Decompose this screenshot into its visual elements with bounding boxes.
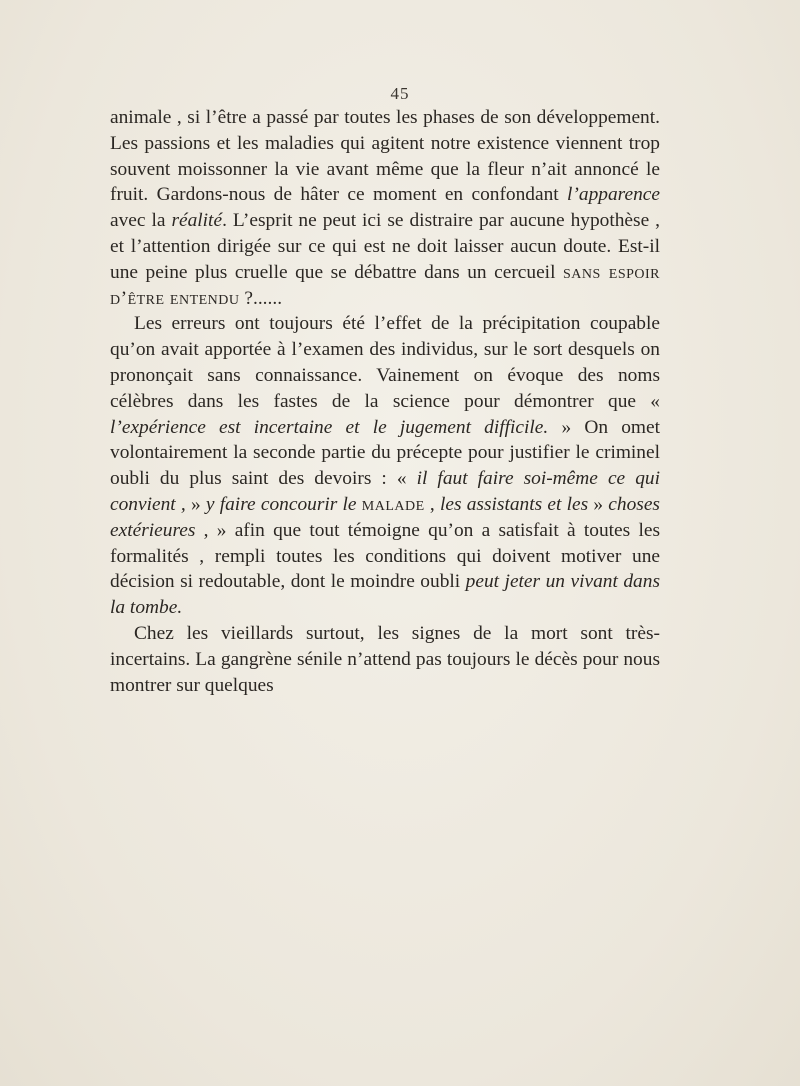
text-run: Chez les vieillards surtout, les signes de la mort sont très-incertains. La gangrène sénile n’attend pas toujours le décès pour nous montrer sur quelques: [110, 622, 660, 696]
italic-text: l’expérience est incertaine et le jugement difficile.: [110, 416, 549, 438]
paragraph: [110, 105, 660, 311]
small-caps-text: malade: [361, 493, 425, 515]
text-run: Les erreurs ont toujours été l’effet de la précipitation coupable qu’on avait apportée à l’examen des individus, sur le sort desquels on prononçait sans connaissance. Vainement on évoque des noms célèbres dans les fastes de la science pour démontrer que «: [110, 313, 660, 412]
text-run: »: [588, 493, 609, 515]
text-run: . L’esprit ne peut ici se distraire par aucune hypothèse , et l’attention dirigée sur ce qui est ne doit laisser aucun doute. Est-il une peine plus cruelle que se débattre dans un cercueil: [110, 210, 660, 283]
text-run: ,: [424, 493, 440, 515]
italic-text: réalité: [171, 210, 223, 232]
text-run: ?......: [239, 287, 283, 309]
text-run: »: [185, 493, 206, 515]
italic-text: y faire concourir le: [205, 493, 357, 515]
text-run: animale , si l’être a passé par toutes les phases de son développement. Les passions et les maladies qui agitent notre existence viennent trop souvent moissonner la vie avant même que la fleur n’ait annoncé le fruit. Gardons-nous de hâter ce moment en confondant: [110, 107, 660, 206]
italic-text: il faut faire soi-même ce qui convient ,: [110, 468, 660, 515]
text-run: » On omet volontairement la seconde partie du précepte pour justifier le criminel oubli du plus saint des devoirs : «: [110, 416, 660, 490]
italic-text: peut jeter un vivant dans la tombe.: [110, 571, 660, 619]
italic-text: les assistants et les: [439, 493, 589, 515]
text-run: , » afin que tout témoigne qu’on a satisfait à toutes les formalités , rempli toutes les conditions qui doivent motiver une décision si redoutable, dont le moindre oubli: [110, 519, 660, 593]
small-caps-text: sans espoir d’être entendu: [110, 261, 660, 309]
italic-text: choses extérieures: [110, 493, 660, 541]
italic-text: l’apparence: [567, 184, 660, 206]
paragraph: [110, 621, 660, 698]
page-number: 45: [390, 84, 410, 103]
paragraph: [110, 311, 660, 621]
text-run: avec la: [110, 210, 172, 232]
body-text: [110, 105, 660, 698]
